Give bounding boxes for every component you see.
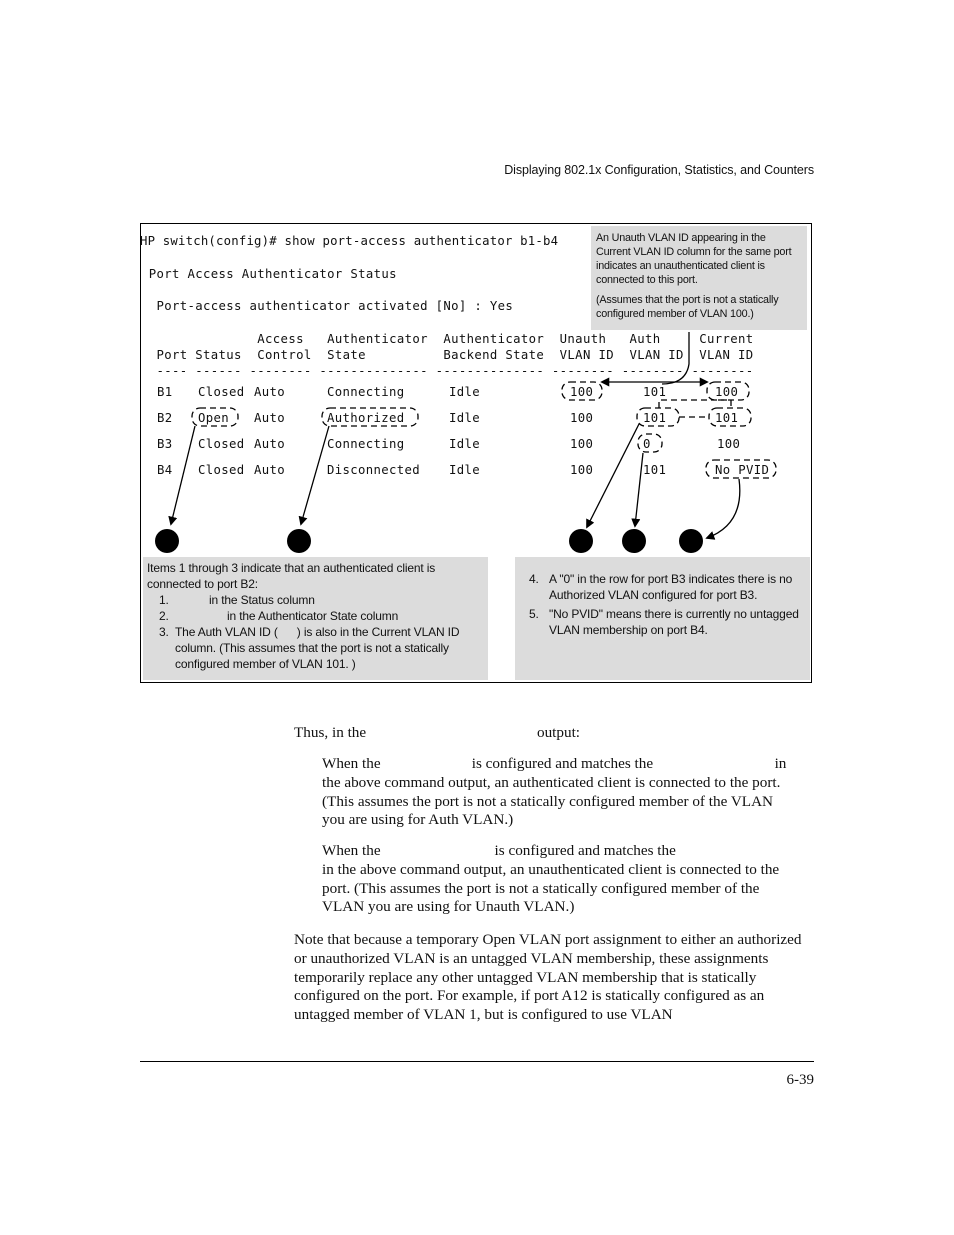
item-number: 2. bbox=[159, 609, 169, 623]
cell-auth-vlan: 101 bbox=[643, 411, 667, 425]
cell-port: B2 bbox=[157, 411, 173, 425]
cell-auth-vlan: 101 bbox=[643, 463, 667, 477]
note-list bbox=[147, 592, 484, 672]
cell-port: B4 bbox=[157, 463, 173, 477]
cell-auth-state: Connecting bbox=[327, 437, 405, 451]
list-item bbox=[147, 624, 484, 672]
highlight-b2-state bbox=[322, 408, 418, 426]
cell-auth-state: Authorized bbox=[327, 411, 405, 425]
item-number: 4. bbox=[529, 572, 539, 586]
cell-unauth-vlan: 100 bbox=[570, 385, 594, 399]
marker-1-icon bbox=[155, 529, 179, 553]
callout-pointer bbox=[662, 332, 689, 384]
page-number: 6-39 bbox=[786, 1072, 814, 1088]
note-list bbox=[529, 571, 806, 638]
cell-auth-vlan: 101 bbox=[643, 385, 667, 399]
item-number: 5. bbox=[529, 607, 539, 621]
highlight-b4-current bbox=[706, 460, 776, 478]
cell-current-vlan: 100 bbox=[717, 437, 741, 451]
cell-auth-state: Disconnected bbox=[327, 463, 421, 477]
footer-divider bbox=[140, 1061, 814, 1062]
cell-current-vlan: 100 bbox=[715, 385, 739, 399]
item-number: 3. bbox=[159, 625, 169, 639]
cell-current-vlan: No PVID bbox=[715, 463, 770, 477]
marker-5-icon bbox=[679, 529, 703, 553]
cell-control: Auto bbox=[254, 411, 286, 425]
cell-control: Auto bbox=[254, 385, 286, 399]
cell-backend-state: Idle bbox=[449, 385, 481, 399]
item-text: "No PVID" means there is currently no untagged VLAN membership on port B4. bbox=[549, 607, 799, 637]
highlight-b1-unauth bbox=[562, 382, 602, 400]
status-heading: Port Access Authenticator Status bbox=[141, 267, 397, 281]
highlight-b2-current bbox=[709, 408, 751, 426]
table-header-row-2: Port Status Control State Backend State VLAN ID VLAN ID VLAN ID bbox=[141, 348, 754, 362]
table-header-rule: ---- ------ -------- -------------- -------------- -------- -------- -------- bbox=[141, 364, 754, 378]
cell-status: Closed bbox=[198, 463, 245, 477]
cell-port: B3 bbox=[157, 437, 173, 451]
item-text: in the Authenticator State column bbox=[227, 609, 399, 623]
item-text: in the Status column bbox=[209, 593, 315, 607]
list-item bbox=[529, 571, 806, 603]
cell-control: Auto bbox=[254, 437, 286, 451]
highlight-b3-auth bbox=[638, 434, 662, 452]
marker-4-icon bbox=[622, 529, 646, 553]
cell-status: Open bbox=[198, 411, 230, 425]
cell-backend-state: Idle bbox=[449, 463, 481, 477]
highlight-b2-auth bbox=[637, 408, 679, 426]
activated-line: Port-access authenticator activated [No] : Yes bbox=[141, 299, 514, 313]
cell-unauth-vlan: 100 bbox=[570, 463, 594, 477]
cell-control: Auto bbox=[254, 463, 286, 477]
list-item bbox=[529, 606, 806, 638]
body-paragraph-note: Note that because a temporary Open VLAN port assignment to either an authorized or unauthorized VLAN is an untagged VLAN membership, these assignments temporarily replace any other untagged VLAN membership that is statically configured on the port. For example, if port A12 is statically configured as an untagged member of VLAN 1, but is configured to use VLAN bbox=[294, 931, 802, 1024]
highlight-b1-current bbox=[707, 382, 749, 400]
pointer-4 bbox=[635, 453, 643, 526]
cell-status: Closed bbox=[198, 437, 245, 451]
item-text: The Auth VLAN ID ( ) is also in the Current VLAN ID column. (This assumes that the port is not a statically configured member of VLAN 101. ) bbox=[175, 625, 463, 671]
item-number: 1. bbox=[159, 593, 169, 607]
list-item bbox=[147, 608, 484, 624]
cli-output-figure bbox=[140, 223, 812, 683]
pointer-1 bbox=[171, 426, 195, 524]
table-header-row-1: Access Authenticator Authenticator Unauth Auth Current bbox=[141, 332, 754, 346]
item-text: A "0" in the row for port B3 indicates there is no Authorized VLAN configured for port B3. bbox=[549, 572, 793, 602]
pointer-5 bbox=[707, 479, 740, 538]
list-item bbox=[147, 592, 484, 608]
cell-unauth-vlan: 100 bbox=[570, 437, 594, 451]
pointer-3 bbox=[587, 424, 639, 527]
note-items-4-5 bbox=[515, 557, 810, 680]
note-items-1-3 bbox=[143, 557, 488, 680]
page-header-title: Displaying 802.1x Configuration, Statistics, and Counters bbox=[504, 163, 814, 177]
marker-3-icon bbox=[569, 529, 593, 553]
note-intro: Items 1 through 3 indicate that an authenticated client is connected to port B2: bbox=[147, 561, 436, 591]
pointer-2 bbox=[301, 426, 329, 524]
cell-unauth-vlan: 100 bbox=[570, 411, 594, 425]
marker-2-icon bbox=[287, 529, 311, 553]
cell-auth-vlan: 0 bbox=[643, 437, 651, 451]
body-paragraph-auth: When the is configured and matches the in the above command output, an authenticated client is connected to the port. (This assumes the port is not a statically configured member of the VLAN you are using for Auth VLAN.) bbox=[322, 755, 791, 829]
highlight-b2-status bbox=[192, 408, 238, 426]
command-line: HP switch(config)# show port-access authenticator b1-b4 bbox=[140, 234, 559, 248]
cell-port: B1 bbox=[157, 385, 173, 399]
body-paragraph-intro: Thus, in the output: bbox=[294, 724, 581, 741]
cell-current-vlan: 101 bbox=[715, 411, 739, 425]
body-paragraph-unauth: When the is configured and matches the in the above command output, an unauthenticated client is connected to the port. (This assumes the port is not a statically configured member of the VLAN you are using for Unauth VLAN.) bbox=[322, 842, 798, 916]
callout-text: An Unauth VLAN ID appearing in the Current VLAN ID column for the same port indicates an unauthenticated client is connected to this port. bbox=[596, 232, 792, 286]
cell-backend-state: Idle bbox=[449, 437, 481, 451]
cell-status: Closed bbox=[198, 385, 245, 399]
cell-backend-state: Idle bbox=[449, 411, 481, 425]
callout-note: (Assumes that the port is not a statically configured member of VLAN 100.) bbox=[596, 294, 779, 320]
cell-auth-state: Connecting bbox=[327, 385, 405, 399]
